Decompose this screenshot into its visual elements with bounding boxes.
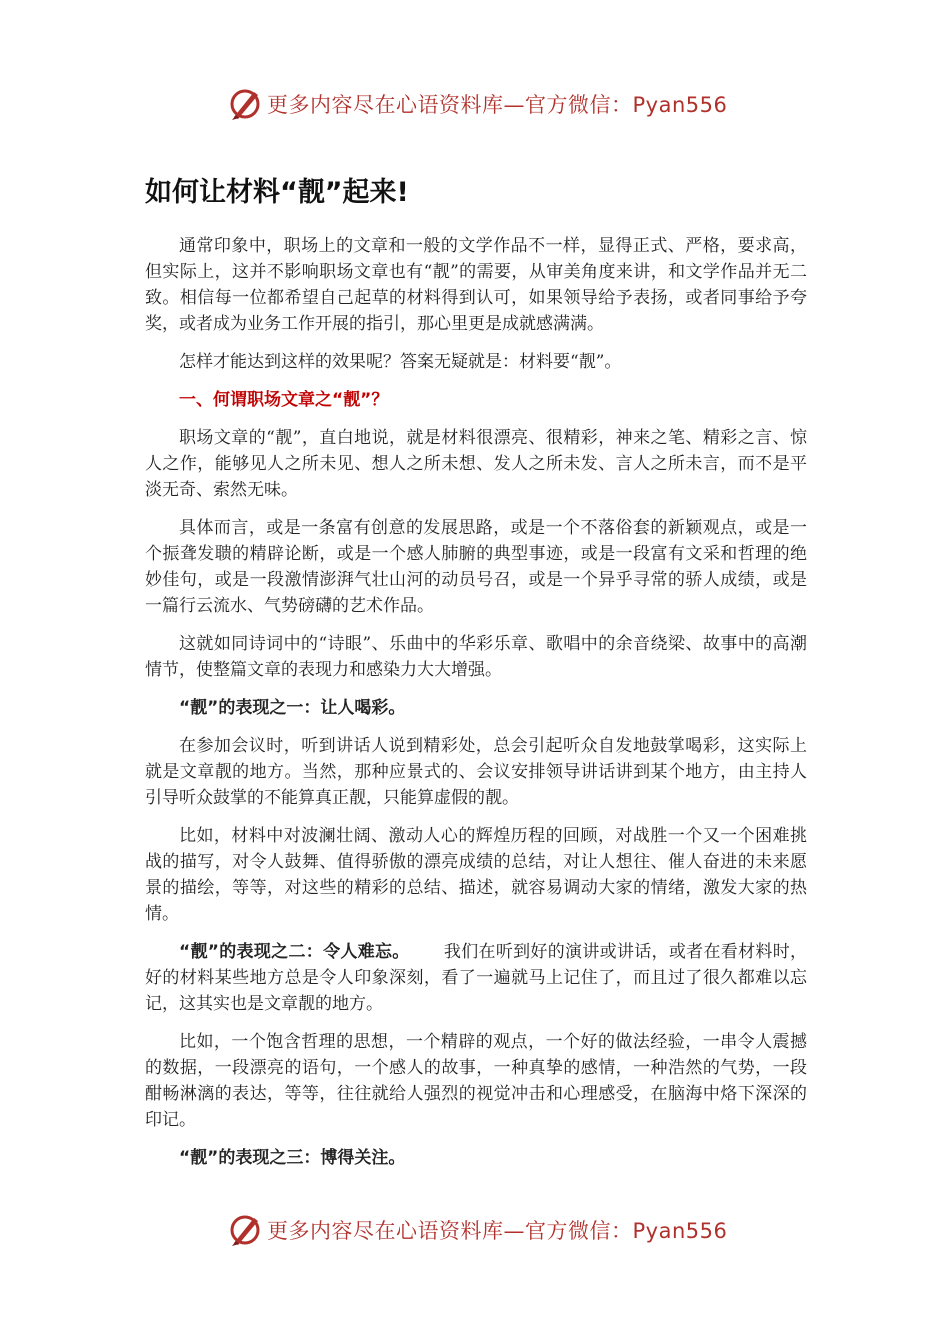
banner-text: 更多内容尽在心语资料库—官方微信：Pyan556 <box>267 1219 728 1243</box>
header-banner <box>227 84 727 124</box>
paragraph: 比如，一个饱含哲理的思想，一个精辟的观点，一个好的做法经验，一串令人震撼的数据，一段漂亮的语句，一个感人的故事，一种真挚的感情，一种浩然的气势，一段酣畅淋漓的表达，等等，往往就给人强烈的视觉冲击和心理感受，在脑海中烙下深深的印记。 <box>145 1032 807 1130</box>
banner-text: 更多内容尽在心语资料库—官方微信：Pyan556 <box>267 93 728 117</box>
paragraph: 怎样才能达到这样的效果呢？答案无疑就是：材料要“靓”。 <box>179 352 622 372</box>
paragraph-text: 我们在听到好的演讲或讲话，或者在看材料时，好的材料某些地方总是令人印象深刻，看了一遍就马上记住了，而且过了很久都难以忘记，这其实也是文章靓的地方。 <box>145 942 807 1014</box>
document-body <box>145 233 807 1183</box>
document-title: 如何让材料“靓”起来! <box>145 177 409 208</box>
point-heading: “靓”的表现之一：让人喝彩。 <box>179 698 406 718</box>
point-heading: “靓”的表现之二：令人难忘。 <box>179 942 410 962</box>
footer-banner <box>227 1210 727 1250</box>
paragraph: 这就如同诗词中的“诗眼”、乐曲中的华彩乐章、歌唱中的余音绕梁、故事中的高潮情节，使整篇文章的表现力和感染力大大增强。 <box>145 634 807 680</box>
paragraph: 具体而言，或是一条富有创意的发展思路，或是一个不落俗套的新颖观点，或是一个振聋发聩的精辟论断，或是一个感人肺腑的典型事迹，或是一段富有文采和哲理的绝妙佳句，或是一段激情澎湃气壮山河的动员号召，或是一个异乎寻常的骄人成绩，或是一篇行云流水、气势磅礴的艺术作品。 <box>145 518 807 616</box>
paragraph: 职场文章的“靓”，直白地说，就是材料很漂亮、很精彩，神来之笔、精彩之言、惊人之作，能够见人之所未见、想人之所未想、发人之所未发、言人之所未言，而不是平淡无奇、索然无味。 <box>145 428 807 500</box>
point-heading: “靓”的表现之三：博得关注。 <box>179 1148 406 1168</box>
paragraph: 在参加会议时，听到讲话人说到精彩处，总会引起听众自发地鼓掌喝彩，这实际上就是文章靓的地方。当然，那种应景式的、会议安排领导讲话讲到某个地方，由主持人引导听众鼓掌的不能算真正靓，只能算虚假的靓。 <box>145 736 807 808</box>
pen-logo-icon <box>227 1212 263 1248</box>
pen-logo-icon <box>227 86 263 122</box>
paragraph: 比如，材料中对波澜壮阔、激动人心的辉煌历程的回顾，对战胜一个又一个困难挑战的描写，对令人鼓舞、值得骄傲的漂亮成绩的总结，对让人想往、催人奋进的未来愿景的描绘，等等，对这些的精彩的总结、描述，就容易调动大家的情绪，激发大家的热情。 <box>145 826 807 924</box>
section-heading: 一、何谓职场文章之“靓”？ <box>179 390 389 410</box>
paragraph: 通常印象中，职场上的文章和一般的文学作品不一样，显得正式、严格，要求高，但实际上，这并不影响职场文章也有“靓”的需要，从审美角度来讲，和文学作品并无二致。相信每一位都希望自己起草的材料得到认可，如果领导给予表扬，或者同事给予夸奖，或者成为业务工作开展的指引，那心里更是成就感满满。 <box>145 236 807 334</box>
paragraph-with-lead <box>145 939 807 1017</box>
